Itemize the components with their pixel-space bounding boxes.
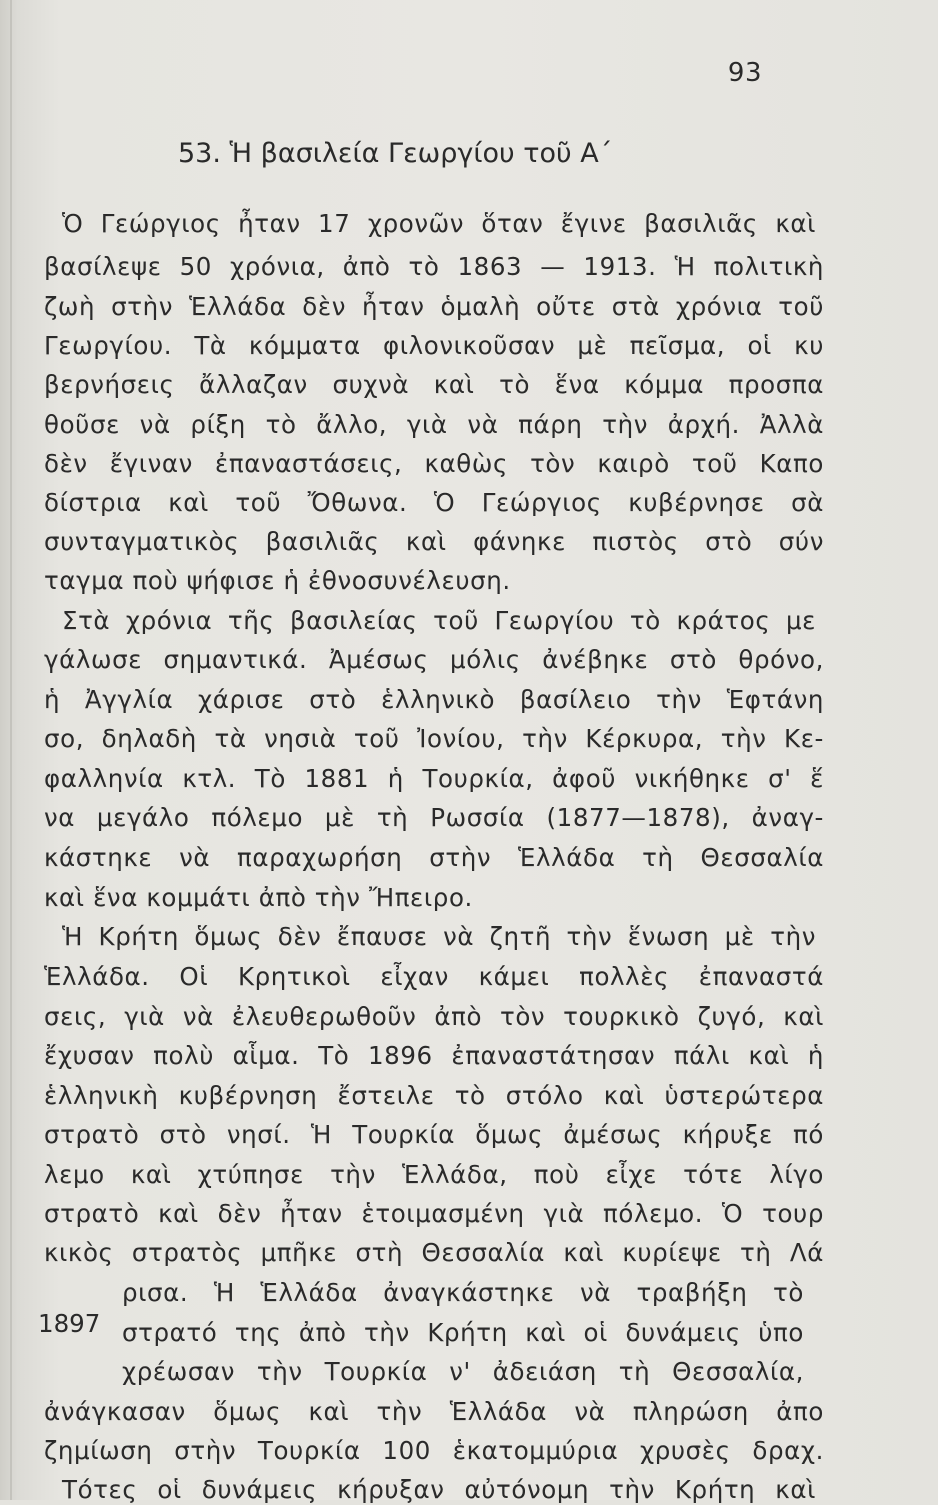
text-line: βασίλεψε 50 χρόνια, ἀπὸ τὸ 1863 — 1913. Ἡ πολιτικὴ <box>44 252 824 281</box>
text-line: Στὰ χρόνια τῆς βασιλείας τοῦ Γεωργίου τὸ κράτος με <box>62 606 816 635</box>
text-line: θοῦσε νὰ ρίξη τὸ ἄλλο, γιὰ νὰ πάρη τὴν ἀρχή. Ἀλλὰ <box>44 410 824 439</box>
text-line: δίστρια καὶ τοῦ Ὄθωνα. Ὁ Γεώργιος κυβέρνησε σὰ <box>44 488 824 517</box>
text-line: κάστηκε νὰ παραχωρήση στὴν Ἑλλάδα τὴ Θεσσαλία <box>44 843 824 872</box>
text-line: στρατὸ καὶ δὲν ἦταν ἑτοιμασμένη γιὰ πόλεμο. Ὁ τουρ <box>44 1199 824 1228</box>
text-line: βερνήσεις ἄλλαζαν συχνὰ καὶ τὸ ἕνα κόμμα προσπα <box>44 370 824 399</box>
text-line: Ὁ Γεώργιος ἦταν 17 χρονῶν ὅταν ἔγινε βασιλιᾶς καὶ <box>62 209 816 238</box>
text-line: ζωὴ στὴν Ἑλλάδα δὲν ἦταν ὁμαλὴ οὔτε στὰ χρόνια τοῦ <box>44 292 824 321</box>
text-line: χρέωσαν τὴν Τουρκία ν' ἀδειάση τὴ Θεσσαλία, <box>122 1357 804 1386</box>
text-line: κικὸς στρατὸς μπῆκε στὴ Θεσσαλία καὶ κυρίεψε τὴ Λά <box>44 1238 824 1267</box>
text-line: ἑλληνικὴ κυβέρνηση ἔστειλε τὸ στόλο καὶ ὑστερώτερα <box>44 1081 824 1110</box>
text-line: στρατό της ἀπὸ τὴν Κρήτη καὶ οἱ δυνάμεις ὑπο <box>122 1318 804 1347</box>
text-line: γάλωσε σημαντικά. Ἀμέσως μόλις ἀνέβηκε στὸ θρόνο, <box>44 645 824 674</box>
text-line: Ἑλλάδα. Οἱ Κρητικοὶ εἶχαν κάμει πολλὲς ἐπαναστά <box>44 962 824 991</box>
text-line: σο, δηλαδὴ τὰ νησιὰ τοῦ Ἰονίου, τὴν Κέρκυρα, τὴν Κε- <box>44 724 824 753</box>
text-line: στρατὸ στὸ νησί. Ἡ Τουρκία ὅμως ἀμέσως κήρυξε πό <box>44 1120 824 1149</box>
text-line: ἀνάγκασαν ὅμως καὶ τὴν Ἑλλάδα νὰ πληρώση ἀπο <box>44 1397 824 1426</box>
margin-year: 1897 <box>38 1309 101 1338</box>
text-line: ζημίωση στὴν Τουρκία 100 ἑκατομμύρια χρυσὲς δραχ. <box>44 1436 824 1465</box>
page-fold-shadow <box>10 0 12 1500</box>
text-line: συνταγματικὸς βασιλιᾶς καὶ φάνηκε πιστὸς στὸ σύν <box>44 527 824 556</box>
text-line: λεμο καὶ χτύπησε τὴν Ἑλλάδα, ποὺ εἶχε τότε λίγο <box>44 1160 824 1189</box>
text-line: Τότες οἱ δυνάμεις κήρυξαν αὐτόνομη τὴν Κρήτη καὶ <box>62 1475 816 1504</box>
text-line: ταγμα ποὺ ψήφισε ἡ ἐθνοσυνέλευση. <box>44 566 511 595</box>
text-line: ἔχυσαν πολὺ αἷμα. Τὸ 1896 ἐπαναστάτησαν πάλι καὶ ἡ <box>44 1041 824 1070</box>
text-line: ρισα. Ἡ Ἑλλάδα ἀναγκάστηκε νὰ τραβήξη τὸ <box>122 1278 804 1307</box>
text-line: να μεγάλο πόλεμο μὲ τὴ Ρωσσία (1877—1878), ἀναγ- <box>44 803 824 832</box>
page-number: 93 <box>727 58 762 88</box>
section-heading: 53. Ἡ βασιλεία Γεωργίου τοῦ Α΄ <box>178 138 613 169</box>
text-line: καὶ ἕνα κομμάτι ἀπὸ τὴν Ἤπειρο. <box>44 883 473 912</box>
text-line: Γεωργίου. Τὰ κόμματα φιλονικοῦσαν μὲ πεῖσμα, οἱ κυ <box>44 331 824 360</box>
text-line: Ἡ Κρήτη ὅμως δὲν ἔπαυσε νὰ ζητῆ τὴν ἕνωση μὲ τὴν <box>62 922 816 951</box>
text-line: δὲν ἔγιναν ἐπαναστάσεις, καθὼς τὸν καιρὸ τοῦ Καπο <box>44 449 824 478</box>
text-line: σεις, γιὰ νὰ ἐλευθερωθοῦν ἀπὸ τὸν τουρκικὸ ζυγό, καὶ <box>44 1002 824 1031</box>
text-line: ἡ Ἀγγλία χάρισε στὸ ἑλληνικὸ βασίλειο τὴν Ἑφτάνη <box>44 685 824 714</box>
text-line: φαλληνία κτλ. Τὸ 1881 ἡ Τουρκία, ἀφοῦ νικήθηκε σ' ἕ <box>44 764 824 793</box>
